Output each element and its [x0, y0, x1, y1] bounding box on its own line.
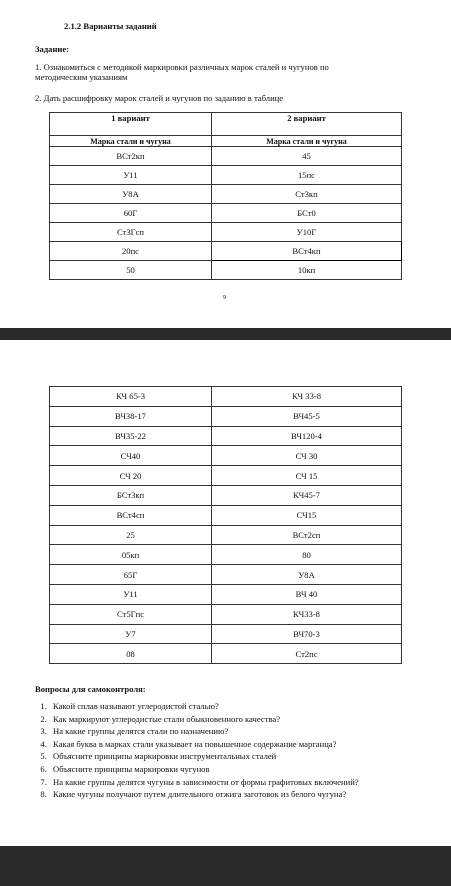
table-cell: ВЧ38-17 [50, 406, 212, 426]
table-cell: СЧ 15 [212, 466, 402, 486]
table-row [50, 223, 402, 242]
table-cell: ВСт4сп [50, 505, 212, 525]
table-row [50, 525, 402, 545]
selected-table-cell[interactable]: ВСт4кп [212, 242, 402, 261]
table-cell: У10Г [212, 223, 402, 242]
section-title: 2.1.2 Варианты заданий [64, 21, 157, 31]
table-cell: 50 [50, 261, 212, 280]
table-cell: СЧ 30 [212, 446, 402, 466]
table-row [50, 565, 402, 585]
task-item-2: 2. Дать расшифровку марок сталей и чугунов по заданию в таблице [35, 93, 284, 103]
table-cell: Ст2пс [212, 644, 402, 664]
table-cell: ВЧ120-4 [212, 426, 402, 446]
table-cell: СЧ 20 [50, 466, 212, 486]
table-cell: КЧ33-8 [212, 604, 402, 624]
table-cell: 65Г [50, 565, 212, 585]
page-number: 9 [223, 294, 227, 301]
variant-2-header: 2 вариант [212, 113, 402, 136]
table-cell: 05кп [50, 545, 212, 565]
table-cell: 10кп [212, 261, 402, 280]
table-cell: У8А [212, 565, 402, 585]
table-row [50, 406, 402, 426]
viewer-background-bar [0, 846, 451, 886]
list-item: 3. На какие группы делятся стали по назначению? [49, 726, 433, 736]
list-item: 2. Как маркируют углеродистые стали обыкновенного качества? [49, 714, 433, 724]
list-item: 8. Какие чугуны получают путем длительного отжига заготовок из белого чугуна? [49, 789, 433, 799]
table-cell: Ст3кп [212, 185, 402, 204]
table-row [50, 242, 402, 261]
task-label: Задание: [35, 44, 70, 54]
table-cell: 15пс [212, 166, 402, 185]
table-row [50, 485, 402, 505]
table-row [50, 387, 402, 407]
table-row [50, 147, 402, 166]
list-item: 6. Объясните принципы маркировки чугунов [49, 764, 433, 774]
table-cell: Ст3Гсп [50, 223, 212, 242]
table-row [50, 466, 402, 486]
table-cell: 60Г [50, 204, 212, 223]
table-cell: КЧ 33-8 [212, 387, 402, 407]
table-row [50, 624, 402, 644]
table-cell: СЧ15 [212, 505, 402, 525]
table-row [50, 505, 402, 525]
table-cell: ВЧ 40 [212, 584, 402, 604]
table-row [50, 185, 402, 204]
table-row [50, 644, 402, 664]
variants-table-1 [49, 112, 402, 280]
list-item: 1. Какой сплав называют углеродистой сталью? [49, 701, 433, 711]
table-cell: ВЧ45-5 [212, 406, 402, 426]
table-cell: 20пс [50, 242, 212, 261]
table-cell: Ст5Гпс [50, 604, 212, 624]
column-header: Марка стали и чугуна [212, 136, 402, 147]
table-row [50, 204, 402, 223]
table-row [50, 545, 402, 565]
table-cell: 80 [212, 545, 402, 565]
table-cell: У8А [50, 185, 212, 204]
table-cell: ВЧ70-3 [212, 624, 402, 644]
variants-table-2 [49, 386, 402, 664]
list-item: 5. Объясните принципы маркировки инструментальных сталей [49, 751, 433, 761]
questions-title: Вопросы для самоконтроля: [35, 684, 146, 694]
table-cell: 45 [212, 147, 402, 166]
table-cell: ВСт2сп [212, 525, 402, 545]
table-cell: БСт3кп [50, 485, 212, 505]
table-cell: 08 [50, 644, 212, 664]
list-item: 7. На какие группы делятся чугуны в зависимости от формы графитовых включений? [49, 777, 433, 787]
table-cell: ВСт2кп [50, 147, 212, 166]
task-item-1-cont: методическим указаниям [35, 72, 128, 82]
table-cell: КЧ45-7 [212, 485, 402, 505]
task-item-1: 1. Ознакомиться с методикой маркировки различных марок сталей и чугунов по [35, 62, 329, 72]
questions-list [35, 701, 433, 802]
table-cell: 25 [50, 525, 212, 545]
table-cell: У11 [50, 584, 212, 604]
variant-1-header: 1 вариант [50, 113, 212, 136]
column-header: Марка стали и чугуна [50, 136, 212, 147]
table-cell: БСт0 [212, 204, 402, 223]
table-cell: СЧ40 [50, 446, 212, 466]
table-cell: ВЧ35-22 [50, 426, 212, 446]
list-item: 4. Какая буква в марках стали указывает на повышенное содержание марганца? [49, 739, 433, 749]
table-row [50, 261, 402, 280]
table-row [50, 584, 402, 604]
document-page-1 [0, 0, 451, 328]
table-row [50, 426, 402, 446]
table-cell: У11 [50, 166, 212, 185]
table-row [50, 446, 402, 466]
table-row [50, 166, 402, 185]
table-row [50, 604, 402, 624]
table-cell: У7 [50, 624, 212, 644]
table-cell: КЧ 65-3 [50, 387, 212, 407]
